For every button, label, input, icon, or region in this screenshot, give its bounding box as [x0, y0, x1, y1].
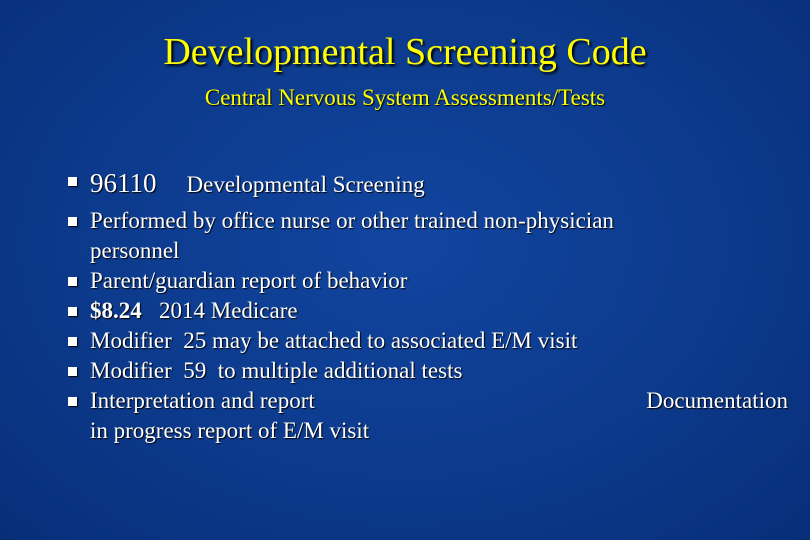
bullet-item-modifier-59	[62, 356, 788, 386]
bullet-text-continued: in progress report of E/M visit	[90, 418, 370, 443]
price-label: 2014 Medicare	[159, 298, 298, 323]
bullet-item-modifier-25	[62, 326, 788, 356]
bullet-text: Parent/guardian report of behavior	[90, 268, 408, 293]
bullet-list	[62, 166, 788, 446]
bullet-item-code	[62, 166, 788, 202]
square-bullet-icon	[68, 277, 77, 286]
cpt-code: 96110	[90, 168, 157, 198]
bullet-item-medicare	[62, 296, 788, 326]
bullet-text-right: Documentation	[646, 388, 788, 413]
square-bullet-icon	[68, 177, 77, 186]
square-bullet-icon	[68, 337, 77, 346]
slide-title: Developmental Screening Code	[163, 31, 647, 73]
bullet-text-continued: personnel	[90, 238, 180, 263]
bullet-text: Modifier 25 may be attached to associated E/M visit	[90, 328, 578, 353]
bullet-item-parent-report	[62, 266, 788, 296]
bullet-text: Interpretation and report	[90, 388, 315, 413]
bullet-text: Performed by office nurse or other trained non-physician	[90, 208, 614, 233]
square-bullet-icon	[68, 307, 77, 316]
bullet-text: Modifier 59 to multiple additional tests	[90, 358, 463, 383]
cpt-description: Developmental Screening	[186, 172, 425, 197]
square-bullet-icon	[68, 397, 77, 406]
slide-subtitle: Central Nervous System Assessments/Tests	[204, 85, 606, 110]
bullet-item-performed-by	[62, 206, 788, 266]
price-value: $8.24	[90, 298, 142, 323]
square-bullet-icon	[68, 217, 77, 226]
bullet-item-interpretation	[62, 386, 788, 446]
square-bullet-icon	[68, 367, 77, 376]
